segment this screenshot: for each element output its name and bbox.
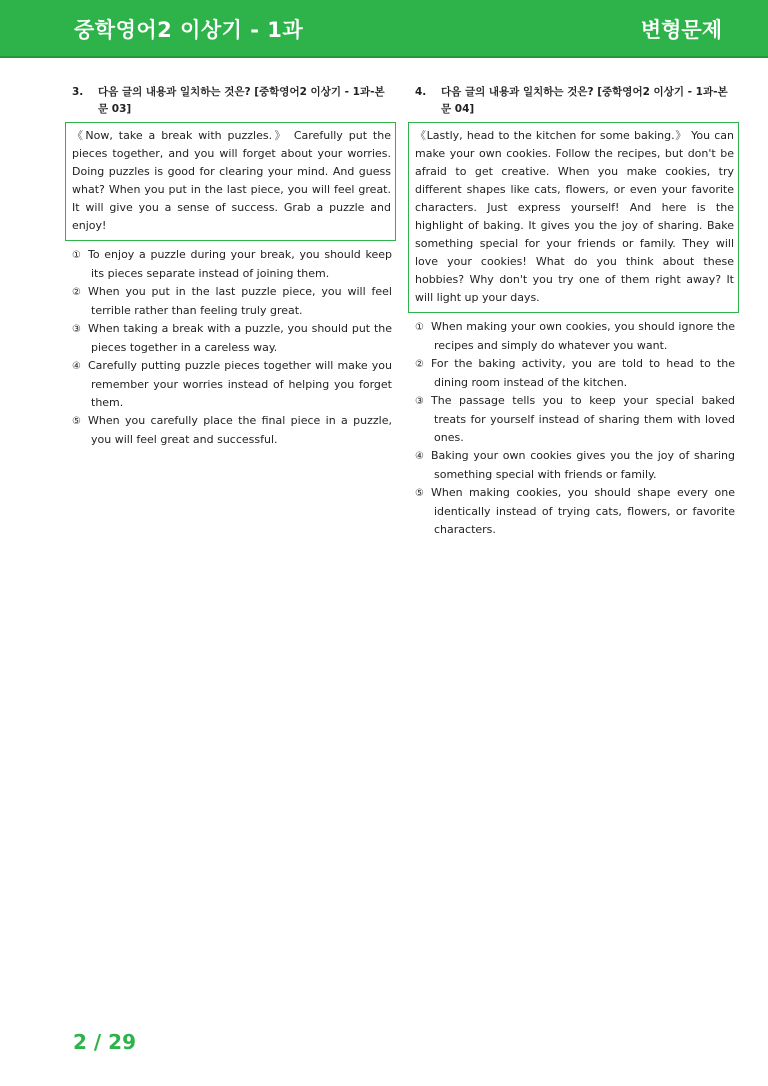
choice-2[interactable] (415, 355, 735, 392)
choice-4[interactable] (415, 447, 735, 484)
choice-3[interactable] (415, 392, 735, 447)
choice-mark: ③ (415, 396, 424, 407)
question-prompt (72, 84, 392, 118)
choice-text: When making your own cookies, you should ignore the recipes and simply do whatever you want. (431, 320, 735, 352)
choice-5[interactable] (415, 484, 735, 539)
choice-mark: ⑤ (415, 488, 424, 499)
choice-mark: ④ (72, 361, 81, 372)
choice-mark: ② (72, 287, 81, 298)
choice-text: Carefully putting puzzle pieces together will make you remember your worries instead of helping you forget them. (88, 359, 392, 409)
choice-text: When you carefully place the final piece in a puzzle, you will feel great and successful. (88, 414, 392, 446)
page-header (0, 0, 768, 58)
choice-2[interactable] (72, 283, 392, 320)
choice-mark: ② (415, 359, 424, 370)
header-badge: 변형문제 (640, 18, 722, 42)
choice-text: When making cookies, you should shape every one identically instead of trying cats, flowers, or favorite characters. (431, 486, 735, 536)
question-prompt (415, 84, 735, 118)
choice-text: When taking a break with a puzzle, you should put the pieces together in a careless way. (88, 322, 392, 354)
choice-4[interactable] (72, 357, 392, 412)
header-title: 중학영어2 이상기 - 1과 (74, 18, 304, 42)
question-4 (415, 84, 735, 539)
choice-text: Baking your own cookies gives you the joy of sharing something special with friends or family. (431, 449, 735, 481)
choice-text: The passage tells you to keep your special baked treats for yourself instead of sharing them with loved ones. (431, 394, 735, 444)
question-number: 3. (72, 86, 84, 98)
choice-text: When you put in the last puzzle piece, you will feel terrible rather than feeling truly great. (88, 285, 392, 317)
choice-text: To enjoy a puzzle during your break, you should keep its pieces separate instead of joining them. (88, 248, 392, 280)
question-text: 다음 글의 내용과 일치하는 것은? [중학영어2 이상기 - 1과-본문 03] (98, 86, 385, 115)
choice-5[interactable] (72, 412, 392, 449)
question-text: 다음 글의 내용과 일치하는 것은? [중학영어2 이상기 - 1과-본문 04] (441, 86, 728, 115)
choice-mark: ③ (72, 324, 81, 335)
choice-list (72, 246, 392, 449)
passage-box: 《Lastly, head to the kitchen for some baking.》 You can make your own cookies. Follow the recipes, but don't be afraid to get creative. When you make cookies, try different shapes like cats, flowers, or even your favorite characters. Just express yourself! And here is the highlight of baking. It gives you the joy of sharing. Bake something special for your friends or family. They will love your cookies! What do you think about these hobbies? Why don't you try one of them right away? It will light up your days. (408, 122, 739, 313)
passage-box: 《Now, take a break with puzzles.》 Carefully put the pieces together, and you will forget about your worries. Doing puzzles is good for clearing your mind. And guess what? When you put in the last piece, you will feel great. It will give you a sense of success. Grab a puzzle and enjoy! (65, 122, 396, 241)
page-number: 2 / 29 (73, 1030, 136, 1054)
choice-mark: ④ (415, 451, 424, 462)
choice-3[interactable] (72, 320, 392, 357)
choice-mark: ⑤ (72, 416, 81, 427)
choice-mark: ① (72, 250, 81, 261)
question-number: 4. (415, 86, 427, 98)
choice-1[interactable] (415, 318, 735, 355)
choice-mark: ① (415, 322, 424, 333)
choice-text: For the baking activity, you are told to head to the dining room instead of the kitchen. (431, 357, 735, 389)
question-3 (72, 84, 392, 449)
choice-list (415, 318, 735, 539)
choice-1[interactable] (72, 246, 392, 283)
